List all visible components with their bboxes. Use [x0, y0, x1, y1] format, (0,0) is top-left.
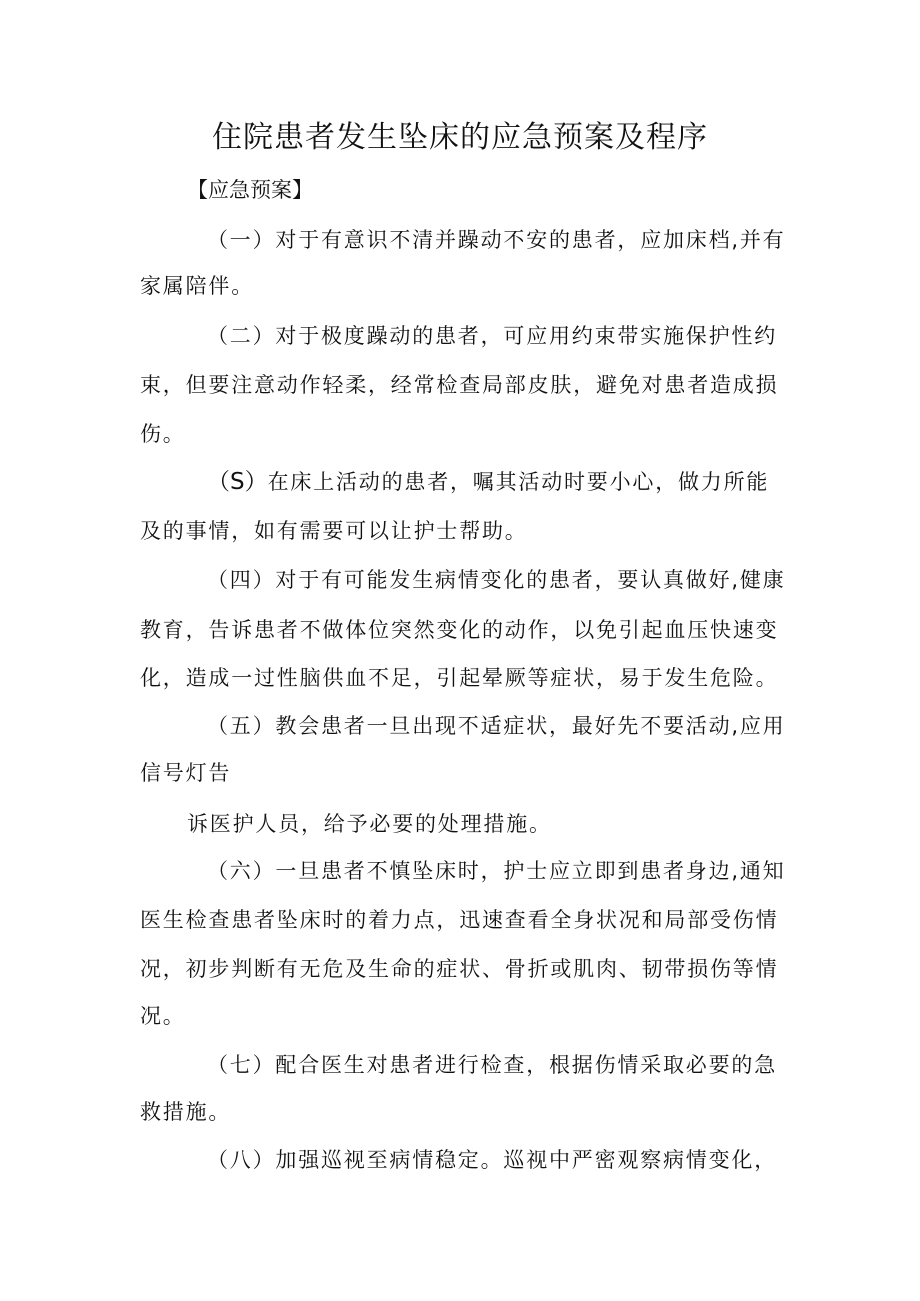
paragraph-line: （一）对于有意识不清并躁动不安的患者，应加床档,并有	[207, 228, 786, 252]
section-label: 【应急预案】	[187, 178, 313, 202]
paragraph-line: 家属陪伴。	[140, 274, 254, 298]
paragraph-line: 医生检查患者坠床时的着力点，迅速查看全身状况和局部受伤情	[140, 908, 779, 932]
paragraph-line: （八）加强巡视至病情稳定。巡视中严密观察病情变化，	[207, 1148, 777, 1172]
document-title: 住院患者发生坠床的应急预案及程序	[212, 120, 708, 155]
paragraph-line: 救措施。	[140, 1100, 232, 1124]
paragraph-line: 束，但要注意动作轻柔，经常检查局部皮肤，避免对患者造成损	[140, 373, 779, 397]
paragraph-line: （七）配合医生对患者进行检查，根据伤情采取必要的急	[207, 1053, 777, 1077]
paragraph-line: 及的事情，如有需要可以让护士帮助。	[140, 519, 528, 543]
paragraph-line: 况，初步判断有无危及生命的症状、骨折或肌肉、韧带损伤等情	[140, 957, 779, 981]
paragraph-line: （六）一旦患者不慎坠床时，护士应立即到患者身边,通知	[207, 859, 786, 883]
paragraph-line-item-three	[207, 464, 769, 500]
paragraph-line: 况。	[140, 1004, 186, 1028]
paragraph-line: 化，造成一过性脑供血不足，引起晕厥等症状，易于发生危险。	[140, 666, 779, 690]
paragraph-line: （五）教会患者一旦出现不适症状，最好先不要活动,应用	[207, 714, 786, 738]
paragraph-line: （四）对于有可能发生病情变化的患者，要认真做好,健康	[207, 568, 786, 592]
paragraph-line: 诉医护人员，给予必要的处理措施。	[187, 812, 552, 836]
paragraph-line: 信号灯告	[140, 761, 232, 785]
paragraph-line: 伤。	[140, 422, 186, 446]
paragraph-line: （二）对于极度躁动的患者，可应用约束带实施保护性约	[207, 324, 777, 348]
item-three-marker: （S）	[207, 469, 268, 495]
paragraph-line: 教育，告诉患者不做体位突然变化的动作，以免引起血压快速变	[140, 618, 779, 642]
item-three-text: 在床上活动的患者，嘱其活动时要小心，做力所能	[267, 470, 770, 494]
